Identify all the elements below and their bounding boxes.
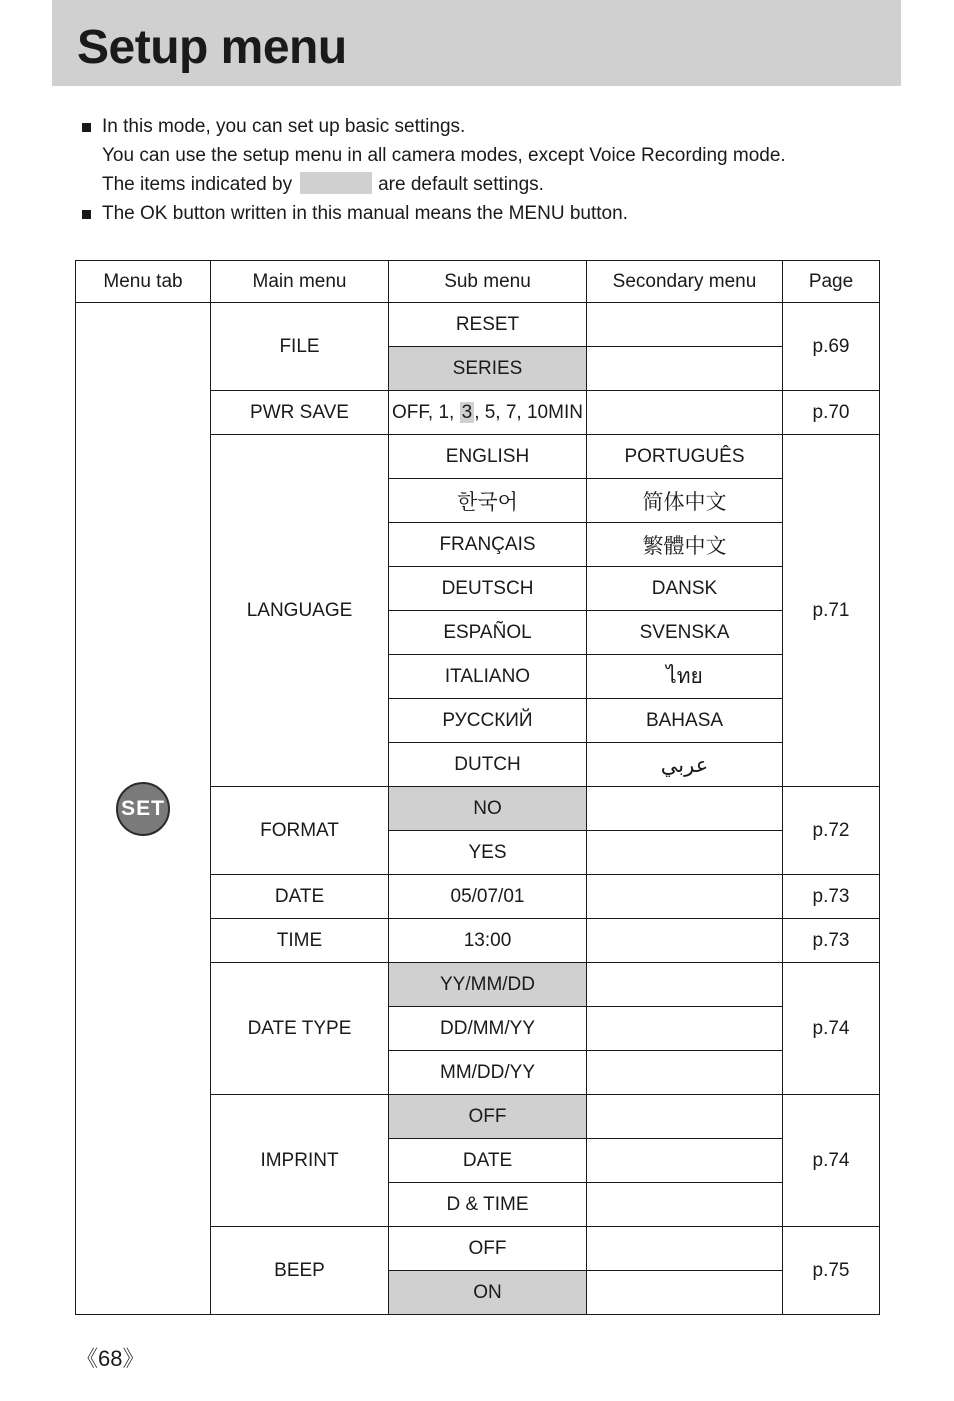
secondary-menu-empty [587,1227,783,1271]
secondary-menu-empty [587,1139,783,1183]
main-menu-beep: BEEP [211,1227,389,1315]
note-line-4 [80,199,786,228]
secondary-menu-item: PORTUGUÊS [587,435,783,479]
secondary-menu-empty [587,1183,783,1227]
sub-menu-item-default: YY/MM/DD [389,963,587,1007]
secondary-menu-item: DANSK [587,567,783,611]
main-menu-language: LANGUAGE [211,435,389,787]
secondary-menu-empty [587,303,783,347]
note-line-1 [80,112,786,141]
page-title: Setup menu [77,21,347,74]
page-ref: p.70 [783,391,880,435]
note-text-3-post: are default settings. [378,174,544,195]
secondary-menu-empty [587,1051,783,1095]
secondary-menu-item: BAHASA [587,699,783,743]
secondary-menu-item: SVENSKA [587,611,783,655]
sub-menu-item: DEUTSCH [389,567,587,611]
sub-menu-item [389,391,587,435]
note-text-2: You can use the setup menu in all camera modes, except Voice Recording mode. [102,145,786,166]
pwr-save-default: 3 [461,401,473,423]
header-page: Page [783,261,880,303]
table-header-row [76,261,880,303]
sub-menu-item: DATE [389,1139,587,1183]
sub-menu-item: ESPAÑOL [389,611,587,655]
header-main-menu: Main menu [211,261,389,303]
note-text-1: In this mode, you can set up basic settings. [102,116,466,137]
sub-menu-item-default: SERIES [389,347,587,391]
pwr-save-options-post: , 5, 7, 10MIN [474,401,583,423]
main-menu-date-type: DATE TYPE [211,963,389,1095]
title-bar [52,0,901,86]
secondary-menu-empty [587,1271,783,1315]
page-ref: p.72 [783,787,880,875]
main-menu-format: FORMAT [211,787,389,875]
main-menu-time: TIME [211,919,389,963]
set-icon: SET [116,782,170,836]
secondary-menu-empty [587,391,783,435]
note-text-4: The OK button written in this manual means the MENU button. [102,203,628,224]
sub-menu-item: РУССКИЙ [389,699,587,743]
sub-menu-item: RESET [389,303,587,347]
secondary-menu-empty [587,963,783,1007]
secondary-menu-empty [587,787,783,831]
main-menu-date: DATE [211,875,389,919]
page-ref: p.73 [783,919,880,963]
note-text-3-pre: The items indicated by [102,174,293,195]
main-menu-imprint: IMPRINT [211,1095,389,1227]
sub-menu-item: 05/07/01 [389,875,587,919]
page-ref: p.69 [783,303,880,391]
secondary-menu-empty [587,347,783,391]
secondary-menu-item: ไทย [587,655,783,699]
default-swatch [300,172,372,194]
secondary-menu-empty [587,831,783,875]
page-ref: p.74 [783,963,880,1095]
secondary-menu-item: 简体中文 [587,479,783,523]
page-ref: p.75 [783,1227,880,1315]
sub-menu-item: ITALIANO [389,655,587,699]
pwr-save-options-pre: OFF, 1, [392,401,460,423]
secondary-menu-empty [587,1007,783,1051]
notes [80,112,786,228]
secondary-menu-empty [587,1095,783,1139]
secondary-menu-empty [587,919,783,963]
secondary-menu-empty [587,875,783,919]
sub-menu-item: YES [389,831,587,875]
header-sub-menu: Sub menu [389,261,587,303]
sub-menu-item: 13:00 [389,919,587,963]
bullet-square-icon [82,210,91,219]
sub-menu-item: DUTCH [389,743,587,787]
setup-menu-table [75,260,880,1315]
sub-menu-item: DD/MM/YY [389,1007,587,1051]
sub-menu-item: OFF [389,1227,587,1271]
sub-menu-item: MM/DD/YY [389,1051,587,1095]
main-menu-file: FILE [211,303,389,391]
sub-menu-item: D & TIME [389,1183,587,1227]
main-menu-pwr-save: PWR SAVE [211,391,389,435]
menu-tab-cell [76,303,211,1315]
bullet-square-icon [82,123,91,132]
sub-menu-item-default: ON [389,1271,587,1315]
sub-menu-item: ENGLISH [389,435,587,479]
note-line-2 [80,141,786,170]
page-ref: p.71 [783,435,880,787]
sub-menu-item: 한국어 [389,479,587,523]
page-number: 《68》 [76,1346,145,1371]
sub-menu-item-default: OFF [389,1095,587,1139]
page-ref: p.74 [783,1095,880,1227]
page-ref: p.73 [783,875,880,919]
header-menu-tab: Menu tab [76,261,211,303]
secondary-menu-item: 繁體中文 [587,523,783,567]
sub-menu-item-default: NO [389,787,587,831]
sub-menu-item: FRANÇAIS [389,523,587,567]
table-row [76,303,880,347]
header-secondary-menu: Secondary menu [587,261,783,303]
secondary-menu-item: عربي [587,743,783,787]
note-line-3 [80,170,786,199]
